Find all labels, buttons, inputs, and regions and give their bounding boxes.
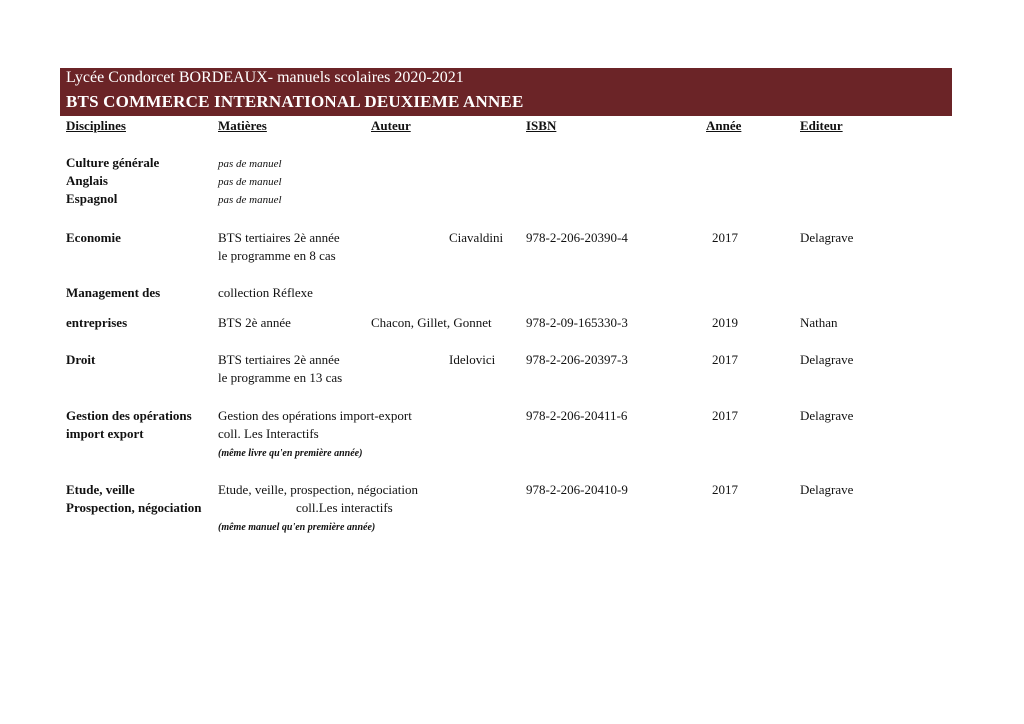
editeur-cell: Delagrave — [800, 408, 854, 423]
discipline-culture-generale: Culture générale — [66, 155, 160, 170]
title-banner — [60, 68, 952, 116]
col-header-editeur: Editeur — [800, 118, 843, 133]
matiere-line: BTS 2è année — [218, 315, 291, 330]
discipline-gestion: Gestion des opérations — [66, 408, 192, 423]
editeur-cell: Delagrave — [800, 352, 854, 367]
discipline-management: Management des — [66, 285, 161, 300]
discipline-etude-cont: Prospection, négociation — [66, 500, 202, 515]
program-title: BTS COMMERCE INTERNATIONAL DEUXIEME ANNEE — [66, 92, 524, 111]
auteur-cell: Ciavaldini — [449, 230, 504, 245]
discipline-economie: Economie — [66, 230, 121, 245]
no-manual-note: pas de manuel — [218, 176, 282, 188]
matiere-line: collection Réflexe — [218, 285, 313, 300]
discipline-gestion-cont: import export — [66, 426, 144, 441]
annee-cell: 2017 — [712, 230, 738, 245]
school-title: Lycée Condorcet BORDEAUX- manuels scolaires 2020-2021 — [66, 69, 464, 86]
col-header-disciplines: Disciplines — [66, 118, 126, 133]
isbn-cell: 978-2-206-20410-9 — [526, 482, 628, 497]
discipline-anglais: Anglais — [66, 173, 108, 188]
isbn-cell: 978-2-206-20397-3 — [526, 352, 628, 367]
matiere-line: le programme en 13 cas — [218, 370, 343, 385]
annee-cell: 2019 — [712, 315, 738, 330]
isbn-cell: 978-2-206-20411-6 — [526, 408, 628, 423]
discipline-etude: Etude, veille — [66, 482, 135, 497]
col-header-isbn: ISBN — [526, 118, 557, 133]
annee-cell: 2017 — [712, 482, 738, 497]
same-book-note: (même manuel qu'en première année) — [218, 522, 376, 533]
no-manual-note: pas de manuel — [218, 158, 282, 170]
auteur-cell: Idelovici — [449, 352, 496, 367]
discipline-droit: Droit — [66, 352, 96, 367]
same-book-note: (même livre qu'en première année) — [218, 448, 363, 459]
isbn-cell: 978-2-206-20390-4 — [526, 230, 628, 245]
matiere-line: Etude, veille, prospection, négociation — [218, 482, 418, 497]
discipline-espagnol: Espagnol — [66, 191, 118, 206]
editeur-cell: Nathan — [800, 315, 838, 330]
matiere-line: BTS tertiaires 2è année — [218, 352, 340, 367]
discipline-management-cont: entreprises — [66, 315, 128, 330]
editeur-cell: Delagrave — [800, 230, 854, 245]
matiere-line: coll.Les interactifs — [296, 500, 393, 515]
matiere-line: BTS tertiaires 2è année — [218, 230, 340, 245]
annee-cell: 2017 — [712, 408, 738, 423]
editeur-cell: Delagrave — [800, 482, 854, 497]
matiere-line: Gestion des opérations import-export — [218, 408, 412, 423]
matiere-line: le programme en 8 cas — [218, 248, 336, 263]
matiere-line: coll. Les Interactifs — [218, 426, 319, 441]
col-header-auteur: Auteur — [371, 118, 411, 133]
col-header-matieres: Matières — [218, 118, 267, 133]
annee-cell: 2017 — [712, 352, 738, 367]
isbn-cell: 978-2-09-165330-3 — [526, 315, 628, 330]
col-header-annee: Année — [706, 118, 742, 133]
auteur-cell: Chacon, Gillet, Gonnet — [371, 315, 492, 330]
no-manual-note: pas de manuel — [218, 194, 282, 206]
